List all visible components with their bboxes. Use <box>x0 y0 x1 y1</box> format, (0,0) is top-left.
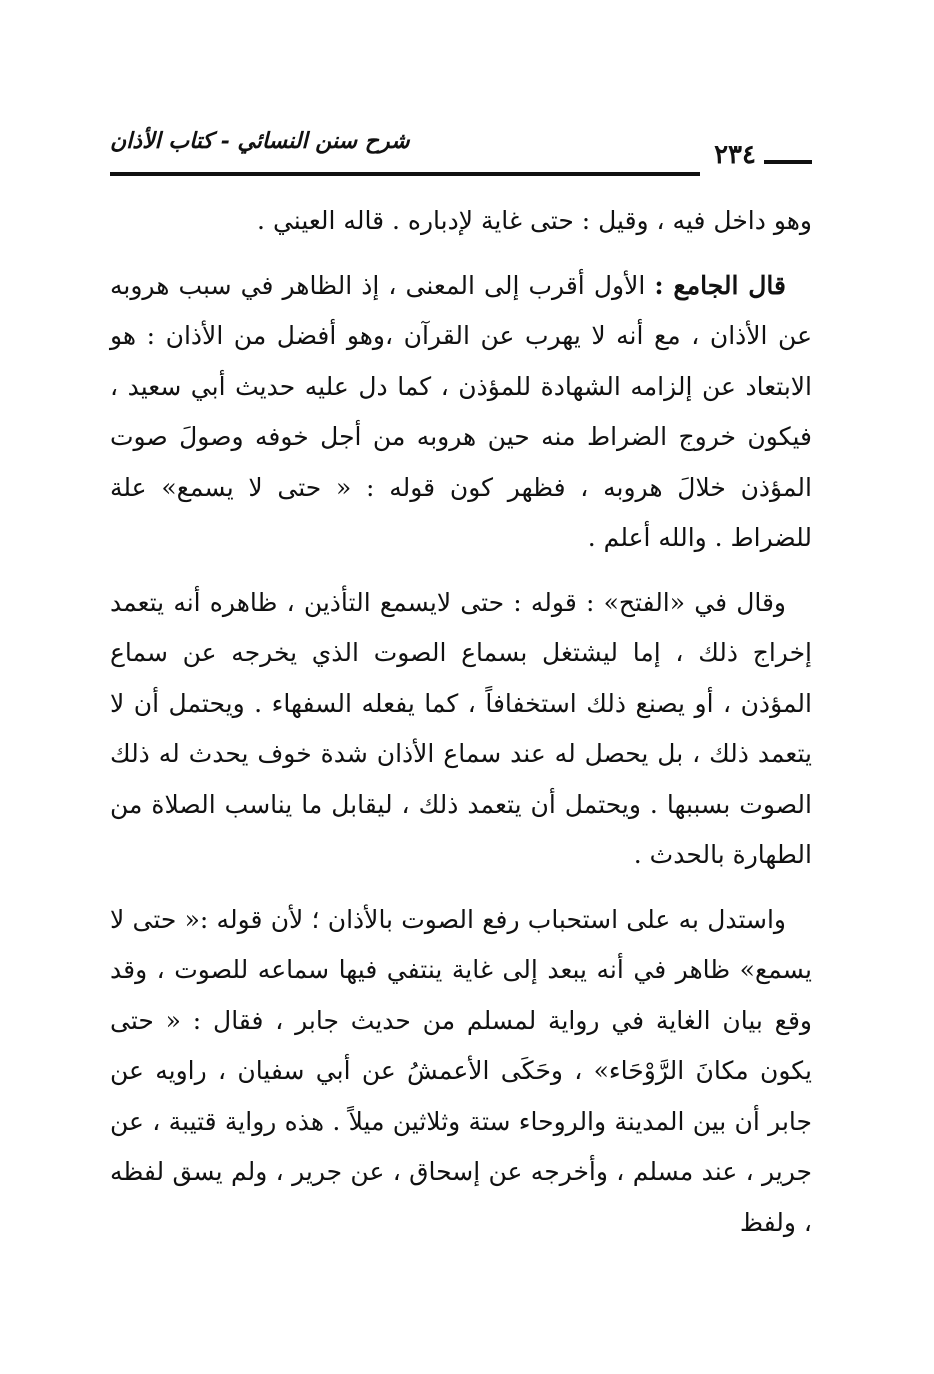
paragraph-3 <box>110 578 812 881</box>
body-text <box>110 196 812 1248</box>
paragraph-4 <box>110 895 812 1249</box>
paragraph-2-lead: قال الجامع : <box>654 270 787 300</box>
paragraph-1-text: وهو داخل فيه ، وقيل : حتى غاية لإدباره . قاله العيني . <box>257 206 812 235</box>
page-number-dash <box>764 160 812 164</box>
paragraph-2 <box>110 261 812 564</box>
paragraph-1 <box>110 196 812 247</box>
page-header <box>110 128 812 184</box>
paragraph-2-text: الأول أقرب إلى المعنى ، إذ الظاهر في سبب هروبه عن الأذان ، مع أنه لا يهرب عن القرآن ،وهو أفضل من الأذان : هو الابتعاد عن إلزامه الشهادة للمؤذن ، كما دل عليه حديث أبي سعيد ، فيكون خروج الضراط منه حين هروبه من أجل خوفه وصولَ صوت المؤذن خلالَ هروبه ، فظهر كون قوله : « حتى لا يسمع» علة للضراط . والله أعلم . <box>110 270 812 552</box>
running-title: شرح سنن النسائي - كتاب الأذان <box>110 128 410 154</box>
header-rule <box>110 172 700 176</box>
paragraph-4-text: واستدل به على استحباب رفع الصوت بالأذان ؛ لأن قوله :« حتى لا يسمع» ظاهر في أنه يبعد إلى غاية ينتفي فيها سماعه للصوت ، وقد وقع بيان الغاية في رواية لمسلم من حديث جابر ، فقال : « حتى يكون مكانَ الرَّوْحَاء» ، وحَكَى الأعمشُ عن أبي سفيان ، راويه عن جابر أن بين المدينة والروحاء ستة وثلاثين ميلاً . هذه رواية قتيبة ، عن جرير ، عند مسلم ، وأخرجه عن إسحاق ، عن جرير ، ولم يسق لفظه ، ولفظ <box>110 904 812 1237</box>
page-number: ٢٣٤ <box>714 140 756 170</box>
paragraph-3-text: وقال في «الفتح» : قوله : حتى لايسمع التأذين ، ظاهره أنه يتعمد إخراج ذلك ، إما ليشتغل بسماع الصوت الذي يخرجه عن سماع المؤذن ، أو يصنع ذلك استخفافاً ، كما يفعله السفهاء . ويحتمل أن لا يتعمد ذلك ، بل يحصل له عند سماع الأذان شدة خوف يحدث له ذلك الصوت بسببها . ويحتمل أن يتعمد ذلك ، ليقابل ما يناسب الصلاة من الطهارة بالحدث . <box>110 587 812 869</box>
